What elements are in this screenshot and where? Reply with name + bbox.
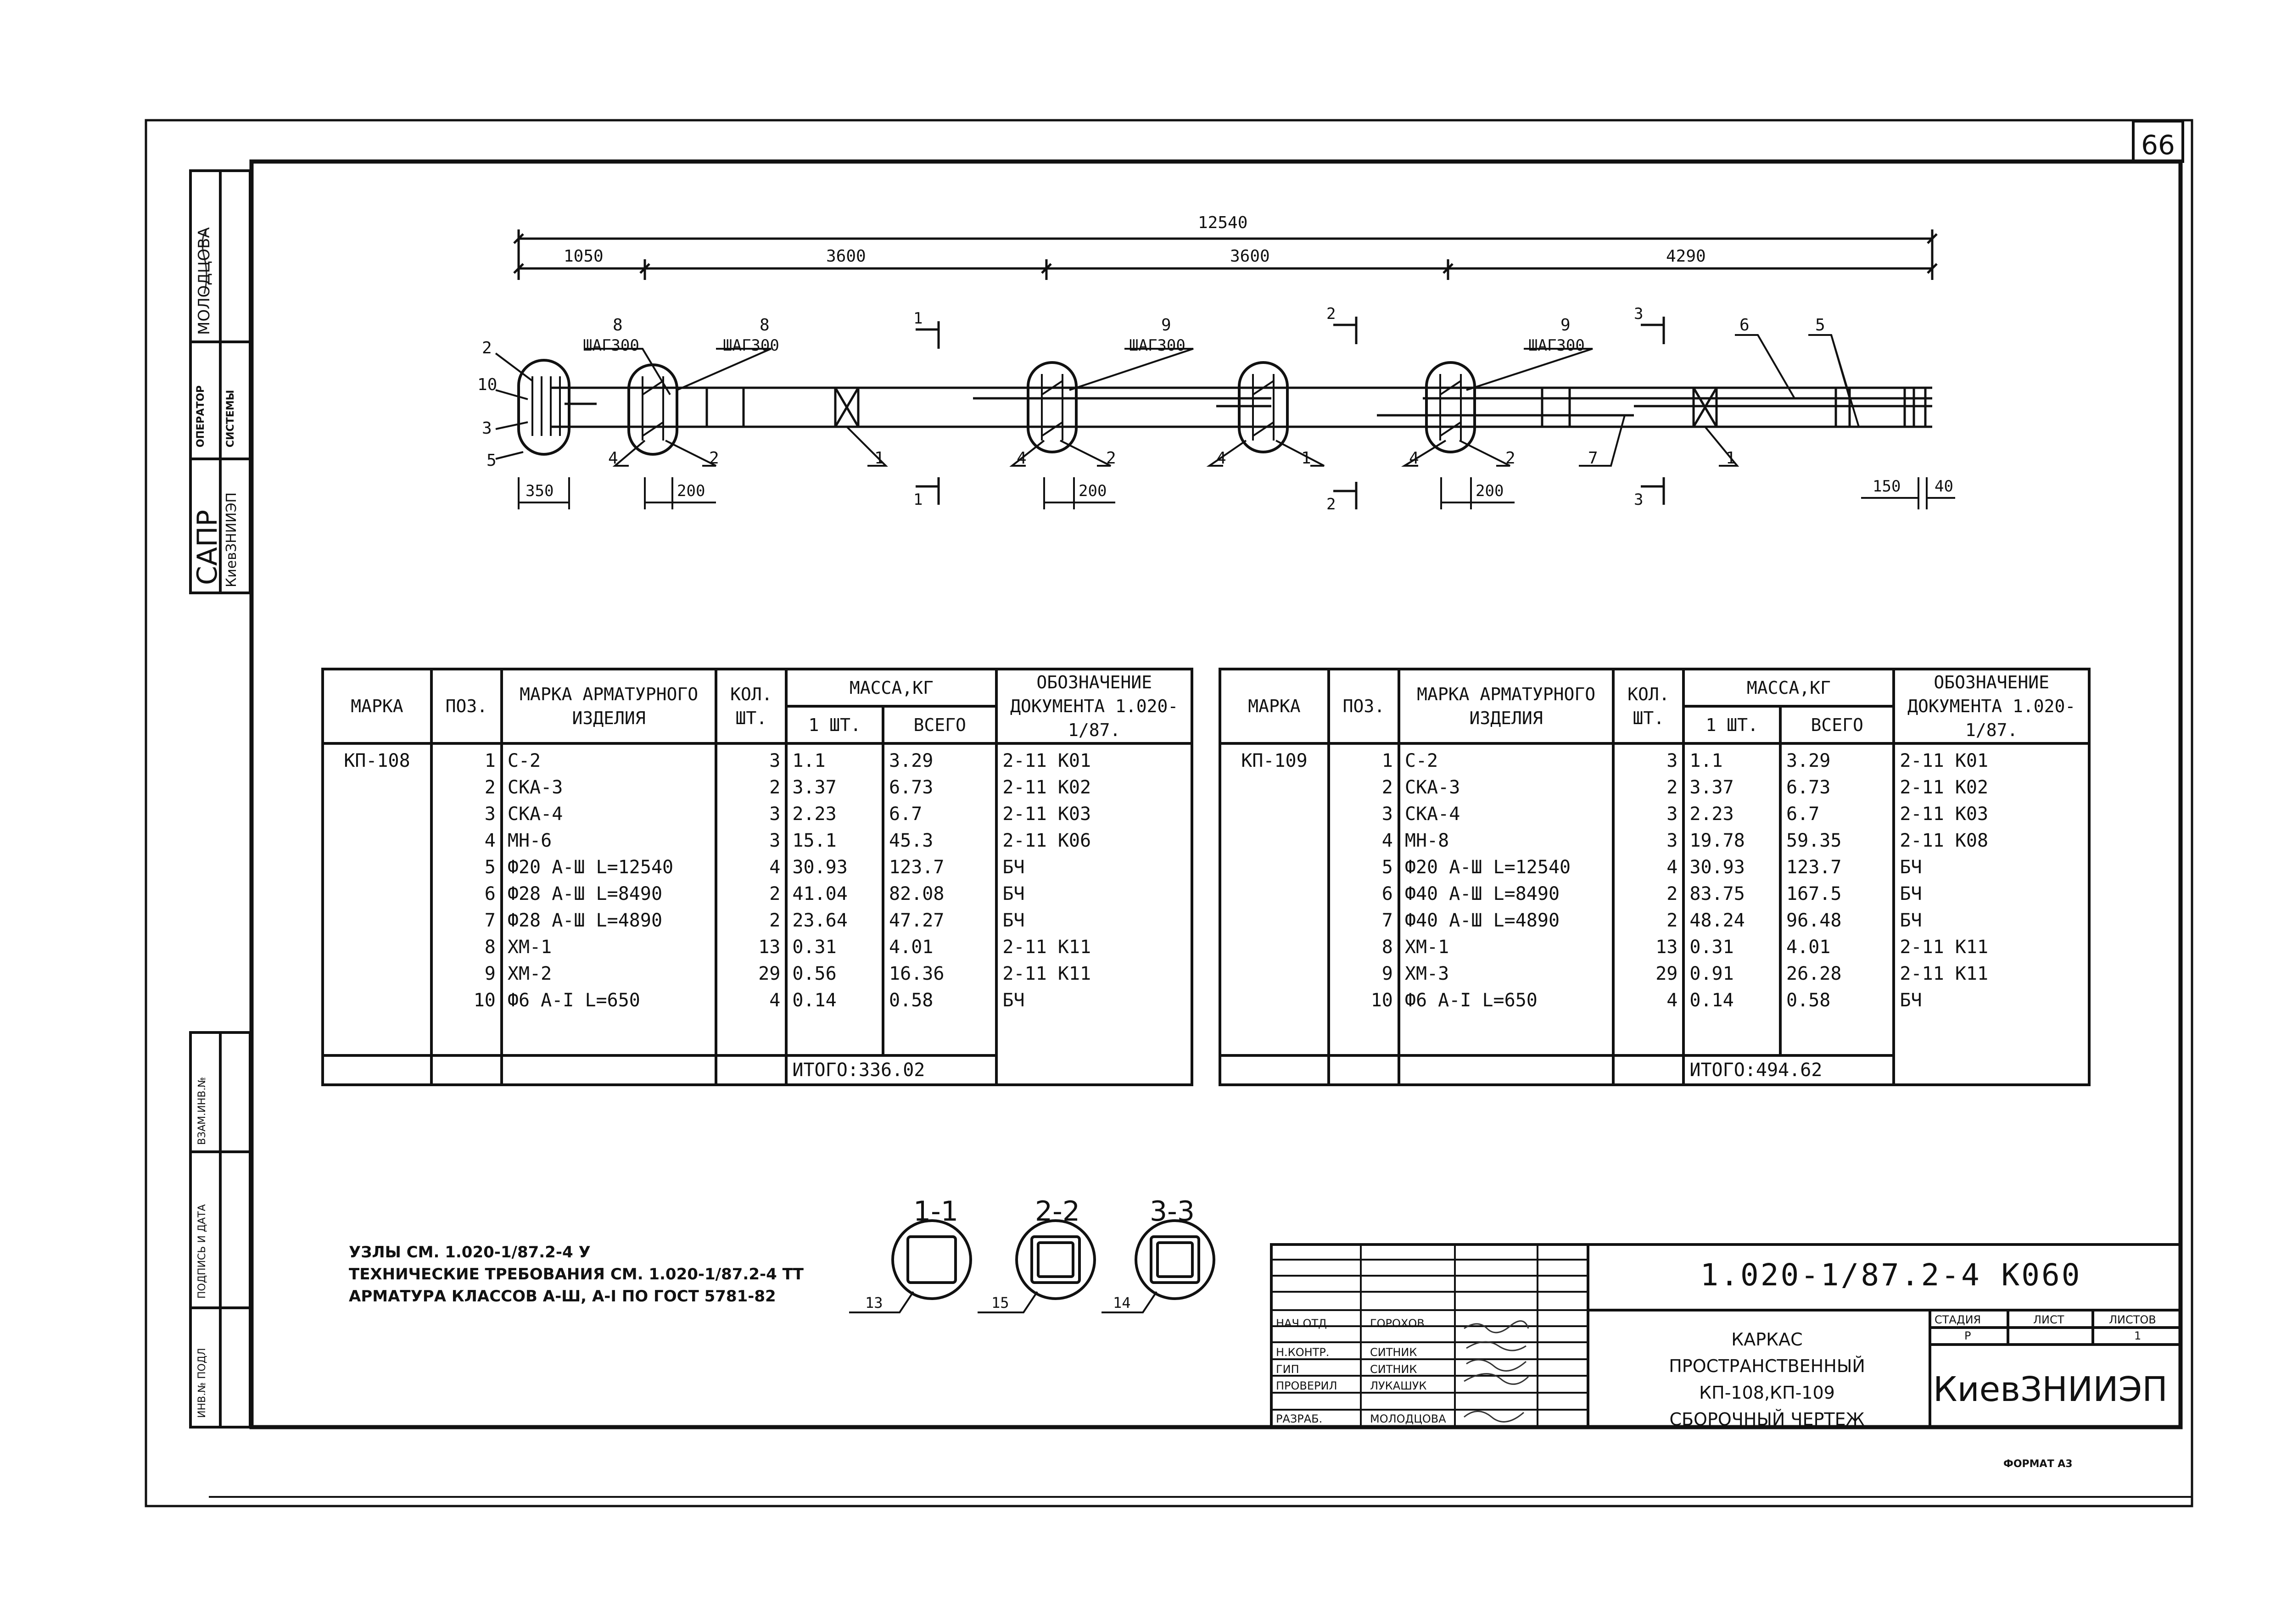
top-dimension-chain — [519, 229, 1932, 280]
sheet-number: 66 — [2141, 129, 2175, 161]
header-izdelie: МАРКА АРМАТУРНОГО ИЗДЕЛИЯ — [502, 669, 716, 743]
dim-4290: 4290 — [1666, 247, 1706, 266]
table-row: 6 — [1381, 883, 1393, 904]
callout-shag-1: ШАГ300 — [583, 336, 639, 355]
sheet-value: 1 — [2134, 1329, 2142, 1342]
sig-role-1: НАЧ.ОТД. — [1276, 1317, 1331, 1330]
table-row: 3 — [1381, 804, 1393, 825]
svg-text:5: 5 — [1815, 316, 1825, 335]
kp109-mv-column: 3.29 6.73 6.7 59.35 123.7 167.5 96.48 4.01 26.28 0.58 — [1780, 743, 1894, 1055]
table-row: 7 — [1381, 910, 1393, 931]
header-1sht: 1 ШТ. — [786, 706, 883, 743]
table-row: 2 — [484, 777, 496, 798]
svg-text:2: 2 — [482, 339, 492, 357]
sheets-header: ЛИСТОВ — [2109, 1313, 2156, 1326]
spec-table-kp108 — [321, 668, 1193, 1086]
dim-200-c: 200 — [1476, 482, 1504, 500]
kp109-doc-column: 2-11 К01 2-11 К02 2-11 К03 2-11 К08 БЧ БЧ БЧ 2-11 К11 2-11 К11 БЧ — [1894, 743, 2089, 1085]
section-title-3: 3-3 — [1150, 1195, 1195, 1228]
dim-total: 12540 — [1198, 213, 1248, 232]
svg-text:7: 7 — [1588, 449, 1598, 468]
table-row: 8 — [484, 937, 496, 958]
kp108-m1-column: 1.1 3.37 2.23 15.1 30.93 41.04 23.64 0.31 0.56 0.14 — [786, 743, 883, 1055]
kp108-izd-column: С-2 СКА-3 СКА-4 МН-6 Ф20 А-Ш L=12540 Ф28 А-Ш L=8490 Ф28 А-Ш L=4890 ХМ-1 ХМ-2 Ф6 А-I L=650 — [502, 743, 716, 1055]
general-notes — [349, 1241, 804, 1307]
header-oboz: ОБОЗНАЧЕНИЕ ДОКУМЕНТА 1.020-1/87. — [1894, 669, 2089, 743]
table-row: 9 — [484, 963, 496, 984]
callout-shag-4: ШАГ300 — [1528, 336, 1585, 355]
section-title-1: 1-1 — [913, 1195, 958, 1228]
sig-role-4: ПРОВЕРИЛ — [1276, 1379, 1337, 1392]
organization-name: КиевЗНИИЭП — [1933, 1370, 2168, 1409]
header-oboz: ОБОЗНАЧЕНИЕ ДОКУМЕНТА 1.020-1/87. — [996, 669, 1192, 743]
header-poz: ПОЗ. — [431, 669, 502, 743]
sig-name-5: МОЛОДЦОВА — [1370, 1412, 1446, 1425]
dimension-ticks — [514, 234, 1937, 273]
kp109-marka: КП-109 — [1220, 743, 1329, 1055]
dim-200-b: 200 — [1079, 482, 1107, 500]
side-stamp-inv: ИНВ.№ ПОДЛ — [196, 1348, 208, 1418]
svg-text:3: 3 — [1634, 491, 1644, 509]
svg-text:4: 4 — [1017, 449, 1027, 468]
section-title-2: 2-2 — [1035, 1195, 1080, 1228]
kp109-itogo: ИТОГО:494.62 — [1683, 1055, 1894, 1085]
svg-text:2: 2 — [709, 449, 719, 468]
table-row: 10 — [473, 990, 496, 1011]
spec-table-kp109 — [1219, 668, 2091, 1086]
table-row: 5 — [1381, 857, 1393, 878]
header-izdelie: МАРКА АРМАТУРНОГО ИЗДЕЛИЯ — [1399, 669, 1613, 743]
header-marka: МАРКА — [1220, 669, 1329, 743]
side-stamp-sapr: САПР — [191, 509, 224, 585]
svg-text:2: 2 — [1326, 495, 1336, 513]
kp108-poz-column — [431, 743, 502, 1055]
svg-text:4: 4 — [1409, 449, 1419, 468]
dim-3600-a: 3600 — [826, 247, 866, 266]
table-row: 5 — [484, 857, 496, 878]
svg-text:3: 3 — [482, 419, 492, 438]
table-row: 3 — [484, 804, 496, 825]
header-1sht: 1 ШТ. — [1683, 706, 1780, 743]
document-code: 1.020-1/87.2-4 К060 — [1700, 1257, 2082, 1293]
header-kol: КОЛ. ШТ. — [1613, 669, 1683, 743]
svg-text:2: 2 — [1326, 305, 1336, 323]
table-row: 6 — [484, 883, 496, 904]
node-details — [532, 374, 1461, 441]
stage-header: СТАДИЯ — [1935, 1313, 1981, 1326]
table-row: 4 — [484, 830, 496, 851]
section-mark-3: 14 — [1113, 1294, 1131, 1311]
sig-name-2: СИТНИК — [1370, 1346, 1417, 1359]
svg-text:1: 1 — [913, 309, 923, 328]
header-massa: МАССА,КГ — [1683, 669, 1894, 706]
svg-text:3: 3 — [1634, 305, 1644, 323]
cross-sections — [893, 1221, 1214, 1299]
table-row: 1 — [1381, 750, 1393, 771]
cage-elevation — [551, 388, 1932, 427]
svg-text:1: 1 — [1301, 449, 1311, 468]
side-stamp-surname: МОЛОДЦОВА — [195, 227, 213, 335]
side-stamp-sapr-org: КиевЗНИИЭП — [224, 492, 240, 587]
format-label: ФОРМАТ А3 — [2003, 1458, 2073, 1470]
dim-150: 150 — [1873, 477, 1901, 496]
svg-text:8: 8 — [613, 316, 623, 335]
svg-text:6: 6 — [1739, 316, 1750, 335]
header-kol: КОЛ. ШТ. — [716, 669, 786, 743]
svg-text:10: 10 — [477, 375, 498, 394]
svg-text:8: 8 — [760, 316, 770, 335]
table-row: 1 — [484, 750, 496, 771]
bottom-dimensions — [519, 477, 1955, 509]
section-mark-1: 13 — [865, 1294, 883, 1311]
section-mark-2: 15 — [991, 1294, 1009, 1311]
table-row: 9 — [1381, 963, 1393, 984]
dim-3600-b: 3600 — [1230, 247, 1270, 266]
kp108-marka: КП-108 — [323, 743, 431, 1055]
kp109-izd-column: С-2 СКА-3 СКА-4 МН-8 Ф20 А-Ш L=12540 Ф40 А-Ш L=8490 Ф40 А-Ш L=4890 ХМ-1 ХМ-3 Ф6 А-I L=650 — [1399, 743, 1613, 1055]
svg-text:1: 1 — [1726, 449, 1736, 468]
note-line: АРМАТУРА КЛАССОВ А-Ш, А-I ПО ГОСТ 5781-82 — [349, 1287, 776, 1306]
table-row: 2 — [1381, 777, 1393, 798]
side-stamp-operator: ОПЕРАТОР — [195, 385, 207, 447]
signature-grid — [1271, 1245, 1588, 1427]
side-stamp-sign: ПОДПИСЬ И ДАТА — [196, 1204, 208, 1299]
side-stamp-system: СИСТЕМЫ — [225, 390, 236, 447]
kp108-kol-column: 3 2 3 3 4 2 2 13 29 4 — [716, 743, 786, 1055]
header-vsego: ВСЕГО — [883, 706, 996, 743]
callout-shag-3: ШАГ300 — [1129, 336, 1185, 355]
drawing-title: КАРКАС ПРОСТРАНСТВЕННЫЙ КП-108,КП-109 СБОРОЧНЫЙ ЧЕРТЕЖ — [1669, 1329, 1865, 1429]
svg-text:4: 4 — [1216, 449, 1226, 468]
svg-text:5: 5 — [486, 451, 497, 470]
sig-name-1: ГОРОХОВ — [1370, 1317, 1425, 1330]
table-row: 4 — [1381, 830, 1393, 851]
svg-text:4: 4 — [608, 449, 618, 468]
dim-200-a: 200 — [677, 482, 705, 500]
note-line: ТЕХНИЧЕСКИЕ ТРЕБОВАНИЯ СМ. 1.020-1/87.2-4 ТТ — [349, 1265, 804, 1284]
sig-role-3: ГИП — [1276, 1363, 1299, 1376]
node-ellipses — [519, 360, 1475, 454]
callout-shag-2: ШАГ300 — [723, 336, 779, 355]
sig-name-3: СИТНИК — [1370, 1363, 1417, 1376]
sig-role-2: Н.КОНТР. — [1276, 1346, 1330, 1359]
svg-text:1: 1 — [913, 491, 923, 509]
kp108-mv-column: 3.29 6.73 6.7 45.3 123.7 82.08 47.27 4.01 16.36 0.58 — [883, 743, 996, 1055]
svg-text:9: 9 — [1161, 316, 1171, 335]
svg-text:1: 1 — [874, 449, 884, 468]
sig-name-4: ЛУКАШУК — [1370, 1379, 1427, 1392]
table-row: 7 — [484, 910, 496, 931]
table-row: 8 — [1381, 937, 1393, 958]
svg-text:2: 2 — [1106, 449, 1116, 468]
kp109-m1-column: 1.1 3.37 2.23 19.78 30.93 83.75 48.24 0.31 0.91 0.14 — [1683, 743, 1780, 1055]
dim-40: 40 — [1935, 477, 1953, 496]
kp109-poz-column — [1329, 743, 1399, 1055]
header-vsego: ВСЕГО — [1780, 706, 1894, 743]
sheet-header: ЛИСТ — [2033, 1313, 2064, 1326]
table-row: 10 — [1370, 990, 1393, 1011]
header-marka: МАРКА — [323, 669, 431, 743]
header-massa: МАССА,КГ — [786, 669, 996, 706]
stage-value: Р — [1964, 1329, 1971, 1342]
side-stamp-replace: ВЗАМ.ИНВ.№ — [196, 1077, 208, 1145]
kp108-itogo: ИТОГО:336.02 — [786, 1055, 996, 1085]
sig-role-5: РАЗРАБ. — [1276, 1412, 1323, 1425]
note-line: УЗЛЫ СМ. 1.020-1/87.2-4 У — [349, 1243, 591, 1261]
svg-text:2: 2 — [1505, 449, 1515, 468]
dim-1050: 1050 — [564, 247, 604, 266]
header-poz: ПОЗ. — [1329, 669, 1399, 743]
dim-350: 350 — [526, 482, 554, 500]
kp108-doc-column: 2-11 К01 2-11 К02 2-11 К03 2-11 К06 БЧ БЧ БЧ 2-11 К11 2-11 К11 БЧ — [996, 743, 1192, 1085]
svg-text:9: 9 — [1560, 316, 1571, 335]
kp109-kol-column: 3 2 3 3 4 2 2 13 29 4 — [1613, 743, 1683, 1055]
